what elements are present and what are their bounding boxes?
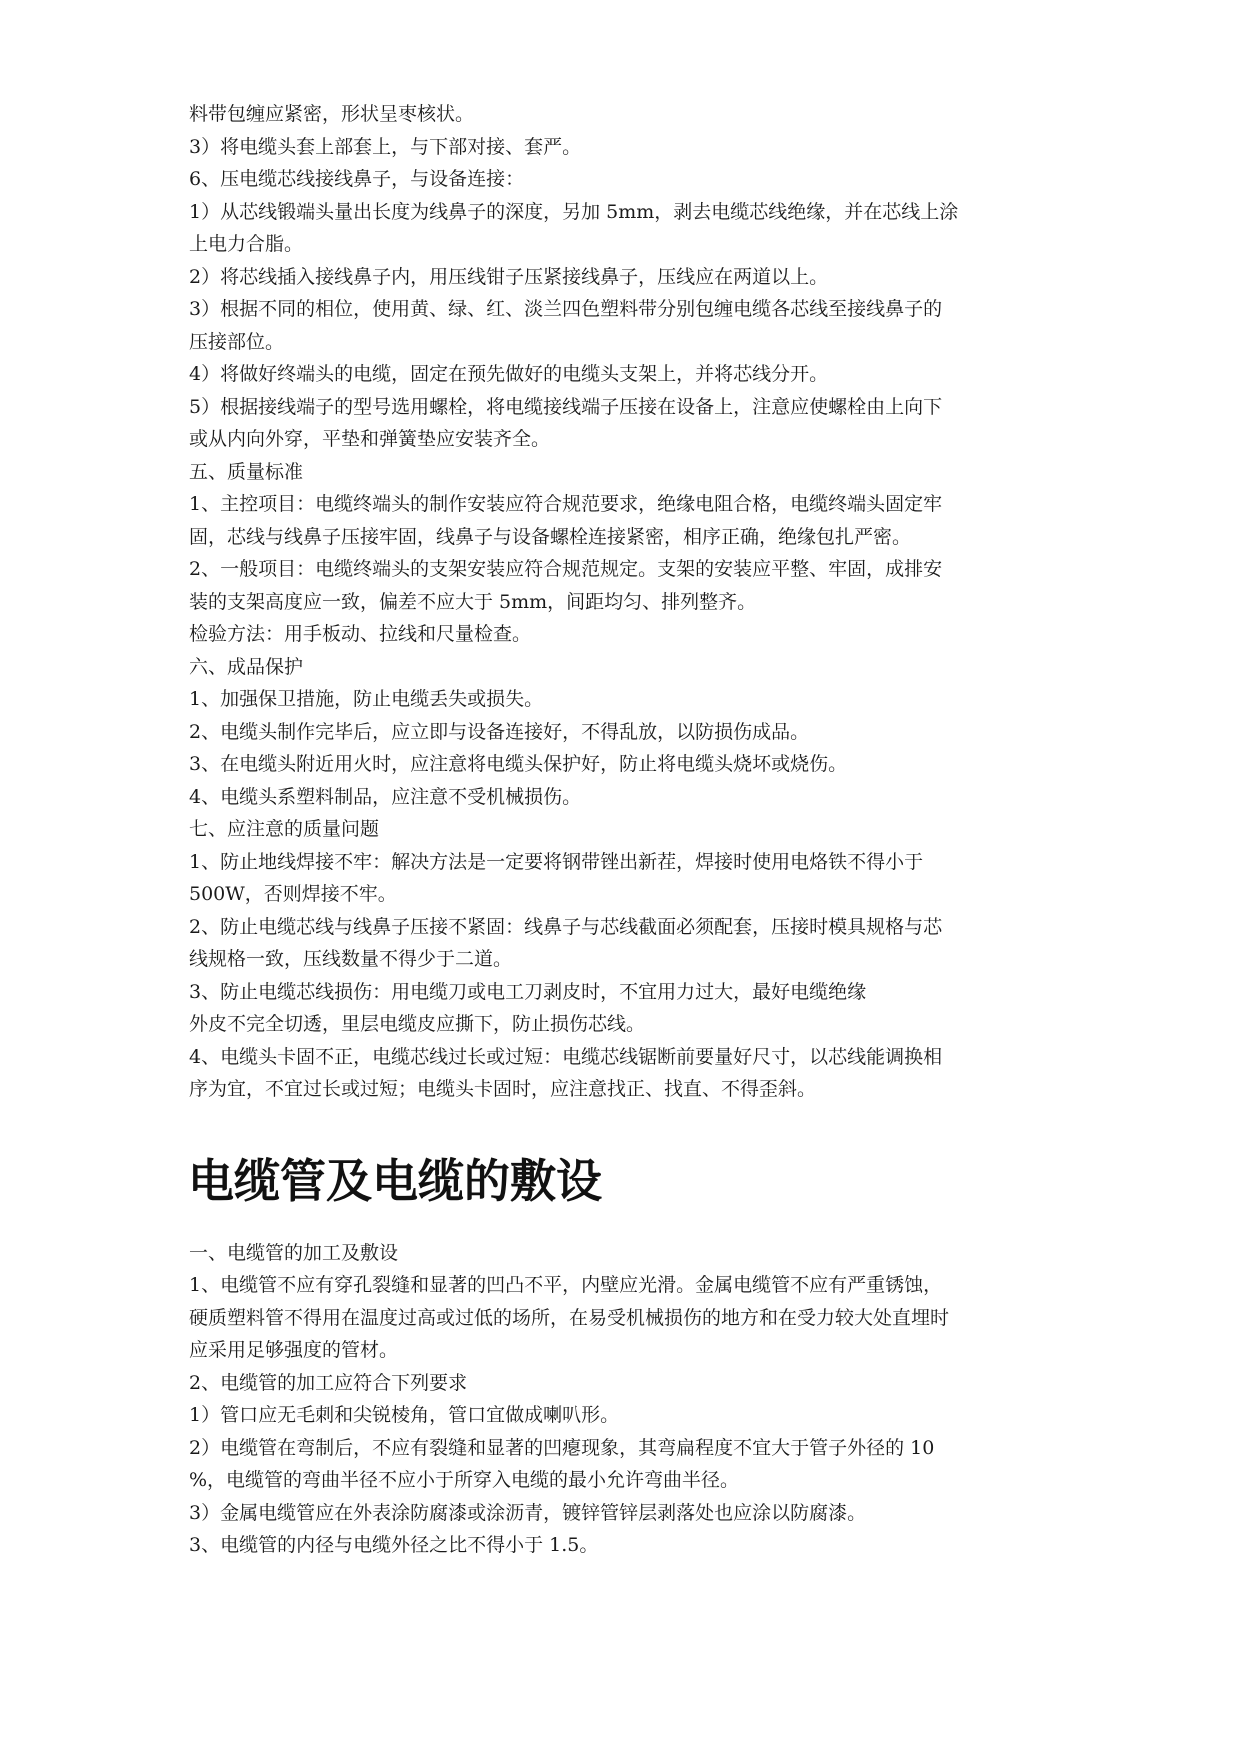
text-line: 1）管口应无毛刺和尖锐棱角，管口宜做成喇叭形。 — [189, 1404, 620, 1426]
section-title-quality-standard: 五、质量标准 — [189, 460, 304, 483]
text-line: 2、电缆管的加工应符合下列要求 — [189, 1371, 468, 1394]
text-line: 料带包缠应紧密，形状呈枣核状。 — [189, 103, 475, 125]
text-line: 3）将电缆头套上部套上，与下部对接、套严。 — [189, 135, 582, 158]
text-line: 2、电缆头制作完毕后，应立即与设备连接好，不得乱放，以防损伤成品。 — [189, 720, 810, 743]
text-line: 线规格一致，压线数量不得少于二道。 — [189, 948, 513, 970]
document-page — [189, 98, 1059, 1562]
text-line: 500W，否则焊接不牢。 — [189, 883, 397, 905]
text-line: 外皮不完全切透，里层电缆皮应撕下，防止损伤芯线。 — [189, 1013, 646, 1035]
text-line: 2、一般项目：电缆终端头的支架安装应符合规范规定。支架的安装应平整、牢固，成排安 — [189, 558, 943, 580]
text-line: 检验方法：用手板动、拉线和尺量检查。 — [189, 623, 532, 645]
text-line: 序为宜，不宜过长或过短；电缆头卡固时，应注意找正、找直、不得歪斜。 — [189, 1078, 817, 1100]
text-line: 3、电缆管的内径与电缆外径之比不得小于 1.5。 — [189, 1534, 599, 1556]
text-line: 1）从芯线锻端头量出长度为线鼻子的深度，另加 5mm，剥去电缆芯线绝缘，并在芯线上涂 — [189, 200, 959, 223]
text-line: 1、主控项目：电缆终端头的制作安装应符合规范要求，绝缘电阻合格，电缆终端头固定牢 — [189, 493, 943, 515]
text-line: 2）将芯线插入接线鼻子内，用压线钳子压紧接线鼻子，压线应在两道以上。 — [189, 265, 829, 288]
text-line: 5）根据接线端子的型号选用螺栓，将电缆接线端子压接在设备上，注意应使螺栓由上向下 — [189, 395, 943, 418]
text-line: 3）根据不同的相位，使用黄、绿、红、淡兰四色塑料带分别包缠电缆各芯线至接线鼻子的 — [189, 298, 943, 320]
text-line: 4、电缆头卡固不正，电缆芯线过长或过短：电缆芯线锯断前要量好尺寸，以芯线能调换相 — [189, 1045, 943, 1068]
document-heading: 电缆管及电缆的敷设 — [188, 1153, 602, 1208]
text-line: 或从内向外穿，平垫和弹簧垫应安装齐全。 — [189, 428, 551, 450]
text-line: 2、防止电缆芯线与线鼻子压接不紧固：线鼻子与芯线截面必须配套，压接时模具规格与芯 — [189, 915, 943, 938]
section-title-quality-issues: 七、应注意的质量问题 — [189, 818, 380, 840]
section-title-conduit-processing: 一、电缆管的加工及敷设 — [189, 1241, 399, 1264]
text-line: 4）将做好终端头的电缆，固定在预先做好的电缆头支架上，并将芯线分开。 — [189, 363, 829, 385]
text-line: 上电力合脂。 — [189, 233, 304, 255]
text-line: %，电缆管的弯曲半径不应小于所穿入电缆的最小允许弯曲半径。 — [189, 1469, 740, 1491]
text-line: 3）金属电缆管应在外表涂防腐漆或涂沥青，镀锌管锌层剥落处也应涂以防腐漆。 — [189, 1501, 867, 1524]
text-line: 4、电缆头系塑料制品，应注意不受机械损伤。 — [189, 785, 582, 808]
text-line: 3、防止电缆芯线损伤：用电缆刀或电工刀剥皮时，不宜用力过大，最好电缆绝缘 — [189, 980, 867, 1003]
text-line: 1、防止地线焊接不牢：解决方法是一定要将钢带锉出新茬，焊接时使用电烙铁不得小于 — [189, 850, 924, 873]
text-line: 装的支架高度应一致，偏差不应大于 5mm，间距均匀、排列整齐。 — [189, 590, 757, 613]
section-title-product-protection: 六、成品保护 — [189, 655, 304, 678]
text-line: 硬质塑料管不得用在温度过高或过低的场所，在易受机械损伤的地方和在受力较大处直埋时 — [189, 1306, 950, 1329]
text-line: 压接部位。 — [189, 330, 285, 353]
text-line: 应采用足够强度的管材。 — [189, 1339, 399, 1361]
text-line: 1、电缆管不应有穿孔裂缝和显著的凹凸不平，内壁应光滑。金属电缆管不应有严重锈蚀， — [189, 1274, 943, 1296]
section-cable-conduit — [189, 1237, 1059, 1562]
text-line: 6、压电缆芯线接线鼻子，与设备连接： — [189, 168, 525, 190]
text-line: 3、在电缆头附近用火时，应注意将电缆头保护好，防止将电缆头烧坏或烧伤。 — [189, 753, 848, 775]
text-line: 固，芯线与线鼻子压接牢固，线鼻子与设备螺栓连接紧密，相序正确，绝缘包扎严密。 — [189, 525, 912, 548]
text-line: 2）电缆管在弯制后，不应有裂缝和显著的凹瘪现象，其弯扁程度不宜大于管子外径的 10 — [189, 1436, 935, 1459]
section-cable-termination — [189, 98, 1059, 1106]
text-line: 1、加强保卫措施，防止电缆丢失或损失。 — [189, 688, 544, 710]
